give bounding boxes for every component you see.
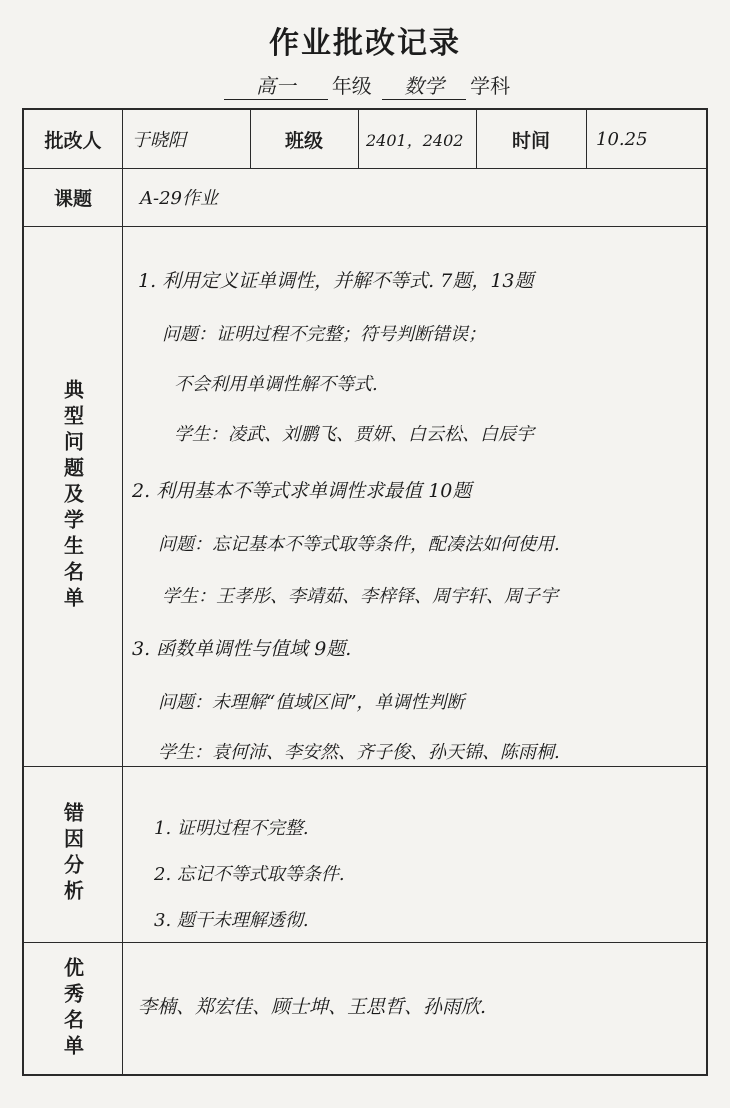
grade-value: 高一 xyxy=(224,70,328,100)
column-divider xyxy=(586,110,587,168)
typical-line: 学生：凌武、刘鹏飞、贾妍、白云松、白辰宇 xyxy=(174,424,534,445)
excellent-section-label: 优秀名单 xyxy=(60,957,85,1061)
error-line: 3. 题干未理解透彻. xyxy=(154,910,309,931)
typical-label-cell xyxy=(24,226,122,766)
typical-line: 1. 利用定义证单调性，并解不等式. 7题，13题 xyxy=(138,270,534,292)
error-line: 2. 忘记不等式取等条件. xyxy=(154,864,345,885)
topic-label: 课题 xyxy=(53,187,92,210)
typical-line: 问题：未理解“值域区间”，单调性判断 xyxy=(158,692,465,713)
excellent-section-content xyxy=(132,942,702,1076)
class-label: 班级 xyxy=(284,129,323,152)
typical-line: 学生：袁何沛、李安然、齐子俊、孙天锦、陈雨桐. xyxy=(158,742,560,763)
grade-subject-line xyxy=(0,70,730,100)
typical-line: 3. 函数单调性与值域 9题. xyxy=(132,638,352,660)
excellent-label-cell xyxy=(24,942,122,1076)
typical-line: 问题：忘记基本不等式取等条件，配凑法如何使用. xyxy=(158,534,560,555)
class-value: 2401，2402 xyxy=(366,130,464,150)
page-title: 作业批改记录 xyxy=(269,26,461,61)
typical-line: 2. 利用基本不等式求单调性求最值 10题 xyxy=(132,480,472,502)
typical-section-content xyxy=(132,226,702,766)
grade-label: 年级 xyxy=(331,74,372,98)
column-divider xyxy=(122,110,123,1076)
typical-line: 不会利用单调性解不等式. xyxy=(174,374,378,395)
time-label: 时间 xyxy=(511,129,550,152)
record-table xyxy=(22,108,708,1076)
typical-line: 问题：证明过程不完整；符号判断错误； xyxy=(162,324,486,345)
excellent-names: 李楠、郑宏佳、顾士坤、王思哲、孙雨欣. xyxy=(138,996,487,1018)
error-label-cell xyxy=(24,766,122,942)
error-line: 1. 证明过程不完整. xyxy=(154,818,309,839)
grader-value: 于晓阳 xyxy=(132,130,186,151)
column-divider xyxy=(358,110,359,168)
typical-section-label: 典型问题及学生名单 xyxy=(60,379,85,613)
error-section-content xyxy=(132,766,702,942)
error-section-label: 错因分析 xyxy=(60,802,85,906)
typical-line: 学生：王孝彤、李靖茹、李梓铎、周宇轩、周子宇 xyxy=(162,586,558,607)
grader-label: 批改人 xyxy=(44,129,102,152)
topic-value: A-29作业 xyxy=(140,188,218,209)
subject-label: 学科 xyxy=(470,74,511,98)
time-value: 10.25 xyxy=(596,128,648,150)
subject-value: 数学 xyxy=(382,70,466,100)
